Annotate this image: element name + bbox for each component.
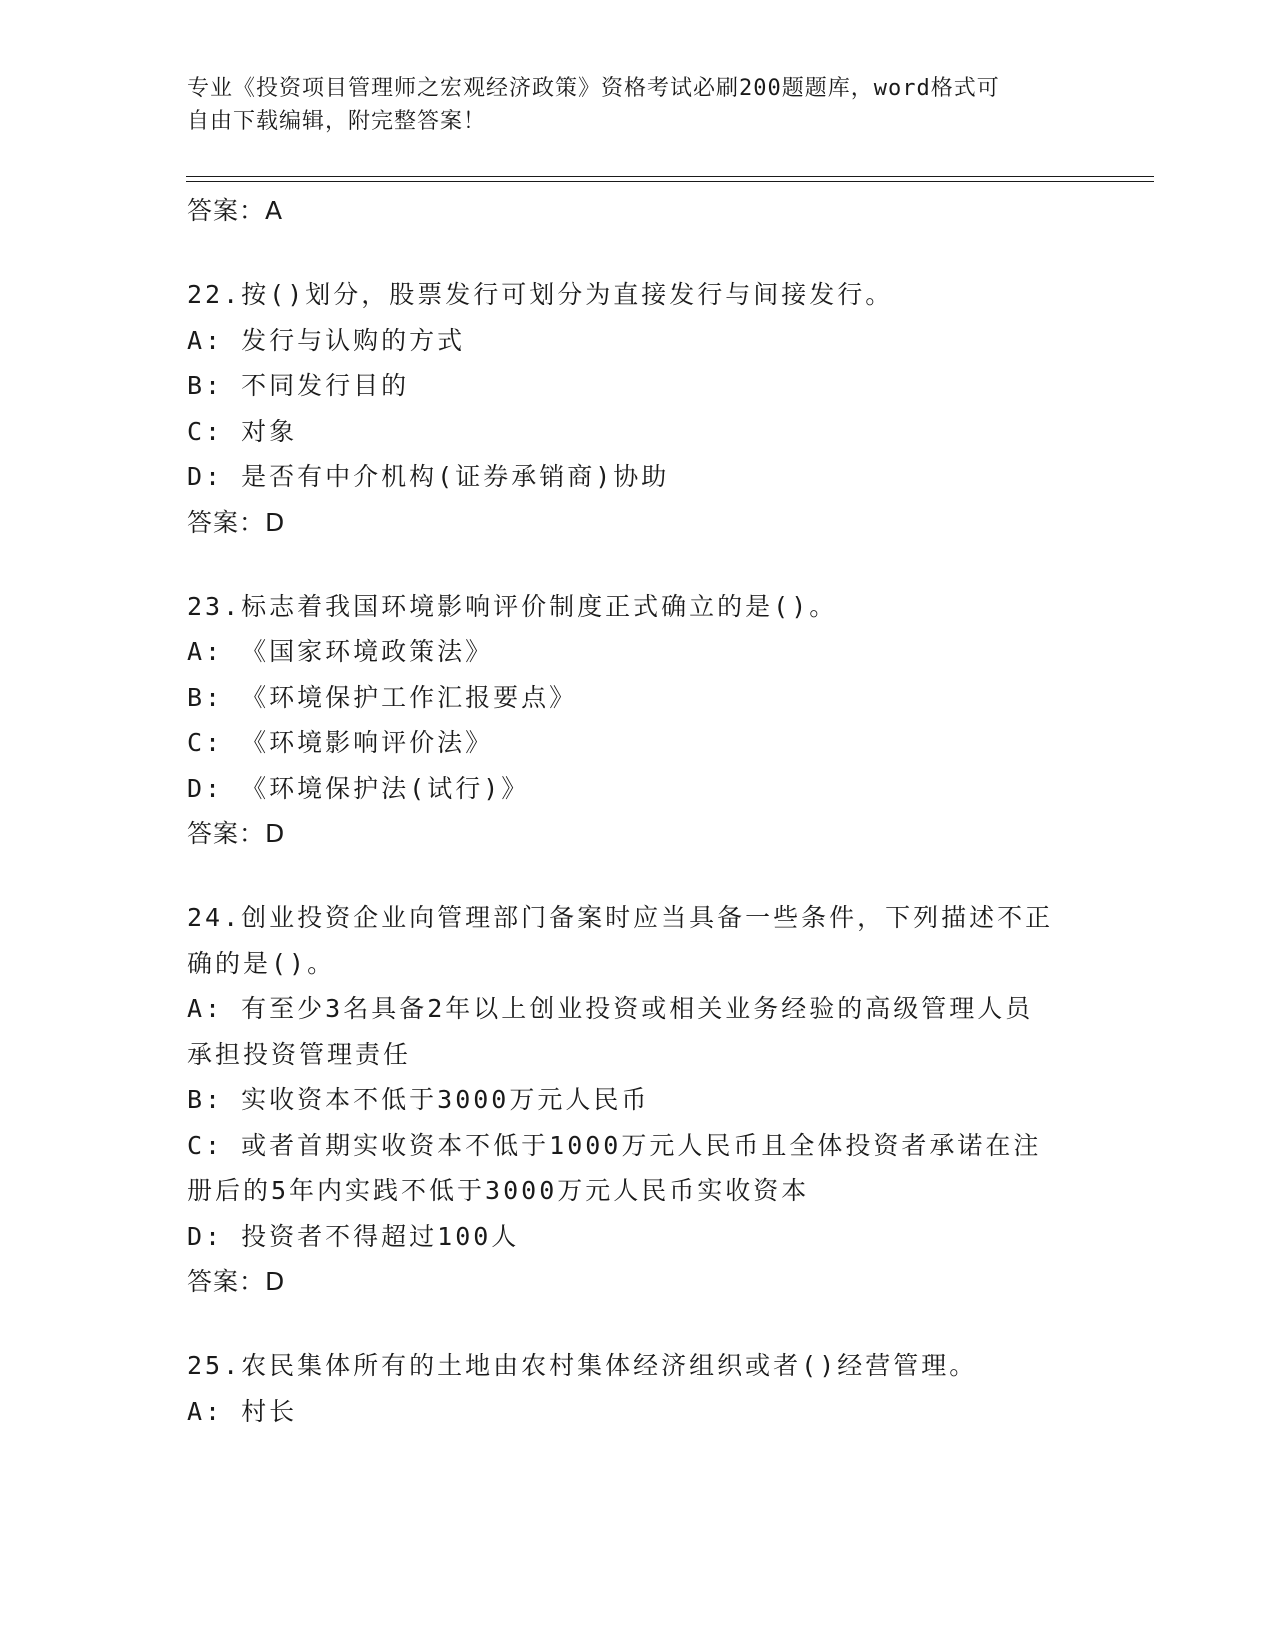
option-d: D: 是否有中介机构(证券承销商)协助 bbox=[187, 462, 670, 491]
question-23 bbox=[187, 584, 1087, 858]
option-d: D: 《环境保护法(试行)》 bbox=[187, 773, 530, 803]
option-a: A: 村长 bbox=[187, 1396, 298, 1426]
option-c: C: 《环境影响评价法》 bbox=[187, 728, 494, 757]
question-list bbox=[187, 188, 1087, 1434]
answer-line: 答案：A bbox=[187, 196, 284, 225]
option-c-continued: 册后的5年内实践不低于3000万元人民币实收资本 bbox=[187, 1176, 810, 1205]
option-a: A: 《国家环境政策法》 bbox=[187, 637, 494, 666]
question-22 bbox=[187, 272, 1087, 546]
option-d: D: 投资者不得超过100人 bbox=[187, 1221, 520, 1251]
answer-line: 答案：D bbox=[187, 819, 286, 848]
option-c: C: 或者首期实收资本不低于1000万元人民币且全体投资者承诺在注 bbox=[187, 1130, 1042, 1160]
header-line-2: 自由下载编辑，附完整答案！ bbox=[187, 109, 487, 134]
option-b: B: 不同发行目的 bbox=[187, 371, 410, 400]
page-header bbox=[187, 72, 1067, 138]
option-b: B: 实收资本不低于3000万元人民币 bbox=[187, 1085, 650, 1114]
option-a: A: 有至少3名具备2年以上创业投资或相关业务经验的高级管理人员 bbox=[187, 994, 1034, 1023]
answer-line: 答案：D bbox=[187, 1267, 286, 1296]
question-25 bbox=[187, 1343, 1087, 1434]
question-24 bbox=[187, 895, 1087, 1305]
answer-line: 答案：D bbox=[187, 507, 286, 537]
question-stem: 23.标志着我国环境影响评价制度正式确立的是()。 bbox=[187, 591, 838, 621]
question-stem: 25.农民集体所有的土地由农村集体经济组织或者()经营管理。 bbox=[187, 1351, 978, 1380]
question-stem-continued: 确的是()。 bbox=[187, 948, 336, 978]
question-stem: 24.创业投资企业向管理部门备案时应当具备一些条件，下列描述不正 bbox=[187, 903, 1054, 932]
header-divider-bottom bbox=[186, 181, 1154, 182]
option-a-continued: 承担投资管理责任 bbox=[187, 1039, 412, 1069]
option-c: C: 对象 bbox=[187, 416, 298, 446]
header-line-1: 专业《投资项目管理师之宏观经济政策》资格考试必刷200题题库，word格式可 bbox=[187, 76, 1000, 101]
option-a: A: 发行与认购的方式 bbox=[187, 325, 466, 355]
question-stem: 22.按()划分，股票发行可划分为直接发行与间接发行。 bbox=[187, 280, 894, 309]
option-b: B: 《环境保护工作汇报要点》 bbox=[187, 682, 578, 712]
header-divider-top bbox=[186, 176, 1154, 177]
